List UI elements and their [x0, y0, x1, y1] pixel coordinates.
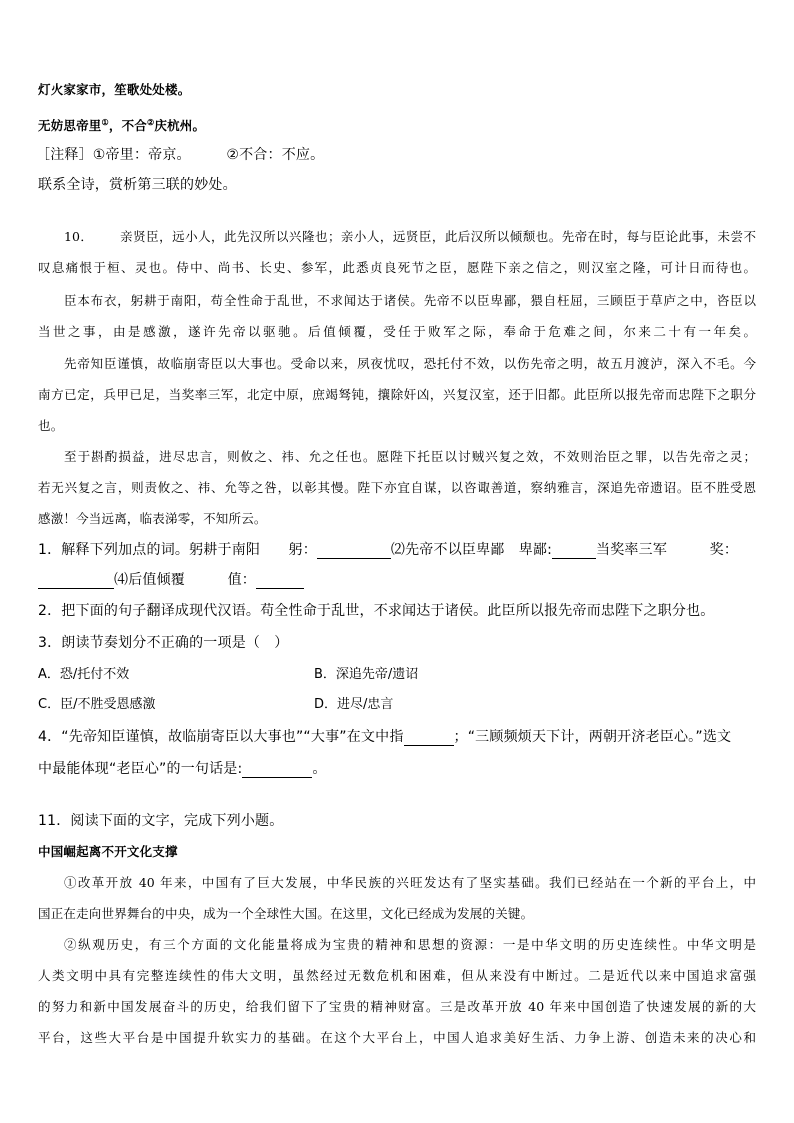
q10-sub1-c: 当奖率三军 奖：	[596, 542, 739, 558]
option-b[interactable]: B．深追先帝/遗诏	[314, 667, 419, 682]
q10-sub1-b: ⑵先帝不以臣卑鄙 卑鄙:	[390, 542, 553, 558]
answer-blank-1[interactable]	[317, 544, 391, 559]
q10-p1-line2: 叹息痛恨于桓、灵也。侍中、尚书、长史、参军，此悉贞良死节之臣，愿陛下亲之信之，则汉室之隆，可计日而待也。	[38, 260, 756, 275]
footnote-marker-2: ②	[147, 117, 155, 127]
q10-p4-line2: 若无兴复之言，则责攸之、祎、允等之咎，以彰其慢。陛下亦宜自谋，以咨诹善道，察纳雅言，深追先帝遗诏。臣不胜受恩	[38, 480, 756, 495]
poem-line-2	[38, 113, 205, 135]
q10-sub1-line2	[38, 571, 304, 589]
option-a[interactable]: A．恐/托付不效	[38, 667, 130, 682]
q10-sub3: 3．朗读节奏划分不正确的一项是（ ）	[38, 635, 289, 651]
option-c[interactable]: C．臣/不胜受恩感激	[38, 697, 156, 712]
poem-line-2-c: 庆杭州。	[154, 118, 206, 134]
answer-blank-6[interactable]	[242, 763, 312, 778]
q10-p3-line3: 也。	[38, 418, 64, 433]
answer-blank-4[interactable]	[256, 574, 304, 589]
q10-p4-line3: 感激！今当远离，临表涕零，不知所云。	[38, 511, 267, 526]
q10-sub1-a: 1．解释下列加点的词。躬耕于南阳 躬：	[38, 542, 317, 558]
q10-sub4-b: ；“三顾频烦天下计，两朝开济老臣心。”选文	[453, 729, 732, 745]
q11-p2-line1: ②纵观历史，有三个方面的文化能量将成为宝贵的精神和思想的资源：一是中华文明的历史连续性。中华文明是	[64, 937, 756, 952]
q11-p1-line1: ①改革开放 40 年来，中国有了巨大发展，中华民族的兴旺发达有了坚实基础。我们已经站在一个新的平台上，中	[64, 875, 756, 890]
q10-number: 10．	[64, 229, 94, 244]
q11-intro: 11．阅读下面的文字，完成下列小题。	[38, 813, 284, 829]
q11-p2-line3: 的努力和新中国发展奋斗的历史，给我们留下了宝贵的精神财富。三是改革开放 40 年来中国创造了快速发展的新的大	[38, 999, 756, 1014]
q10-p3-line1: 先帝知臣谨慎，故临崩寄臣以大事也。受命以来，夙夜忧叹，恐托付不效，以伤先帝之明，故五月渡泸，深入不毛。今	[64, 356, 756, 371]
q11-p1-line2: 国正在走向世界舞台的中央，成为一个全球性大国。在这里，文化已经成为发展的关键。	[38, 906, 534, 921]
poem-line-1: 灯火家家市，笙歌处处楼。	[38, 82, 191, 97]
footnote-marker-1: ①	[101, 117, 109, 127]
answer-blank-3[interactable]	[38, 574, 114, 589]
q10-sub4-line1	[38, 728, 731, 746]
q10-sub4-c: 中最能体现“老臣心”的一句话是:	[38, 761, 243, 777]
q10-sub1-d: ⑷后值倾覆 值：	[114, 572, 256, 588]
q10-p2-line1: 臣本布衣，躬耕于南阳，苟全性命于乱世，不求闻达于诸侯。先帝不以臣卑鄙，猥自枉屈，三顾臣于草庐之中，咨臣以	[64, 293, 756, 308]
q10-p1-line1	[64, 228, 756, 246]
poem-line-2-a: 无妨思帝里	[38, 118, 102, 134]
poem-question: 联系全诗，赏析第三联的妙处。	[38, 177, 237, 193]
answer-blank-2[interactable]	[552, 544, 596, 559]
q10-p1-line1-text: 亲贤臣，远小人，此先汉所以兴隆也；亲小人，远贤臣，此后汉所以倾颓也。先帝在时，每与臣论此事，未尝不	[120, 229, 757, 244]
q10-sub2: 2．把下面的句子翻译成现代汉语。苟全性命于乱世，不求闻达于诸侯。此臣所以报先帝而忠陛下之职分也。	[38, 603, 715, 619]
q10-sub4-d: 。	[312, 761, 327, 777]
q10-p2-line2: 当世之事，由是感激，遂许先帝以驱驰。后值倾覆，受任于败军之际，奉命于危难之间，尔来二十有一年矣。	[38, 324, 756, 339]
q10-sub1-line1	[38, 541, 738, 559]
option-d[interactable]: D．进尽/忠言	[314, 697, 394, 712]
q10-sub4-line2	[38, 760, 327, 778]
poem-note: ［注释］①帝里：帝京。 ②不合：不应。	[36, 147, 325, 163]
answer-blank-5[interactable]	[404, 731, 454, 746]
q11-p2-line2: 人类文明中具有完整连续性的伟大文明，虽然经过无数危机和困难，但从来没有中断过。二是近代以来中国追求富强	[38, 968, 756, 983]
q10-sub4-a: 4．“先帝知臣谨慎，故临崩寄臣以大事也”“大事”在文中指	[38, 729, 404, 745]
poem-line-2-b: ，不合	[108, 118, 147, 134]
q11-p2-line4: 平台，这些大平台是中国提升软实力的基础。在这个大平台上，中国人追求美好生活、力争上游、创造未来的决心和	[38, 1030, 756, 1045]
q10-p4-line1: 至于斟酌损益，进尽忠言，则攸之、祎、允之任也。愿陛下托臣以讨贼兴复之效，不效则治臣之罪，以告先帝之灵；	[64, 449, 756, 464]
q11-article-title: 中国崛起离不开文化支撑	[38, 844, 178, 859]
q10-p3-line2: 南方已定，兵甲已足，当奖率三军，北定中原，庶竭驽钝，攘除奸凶，兴复汉室，还于旧都。此臣所以报先帝而忠陛下之职分	[38, 387, 756, 402]
